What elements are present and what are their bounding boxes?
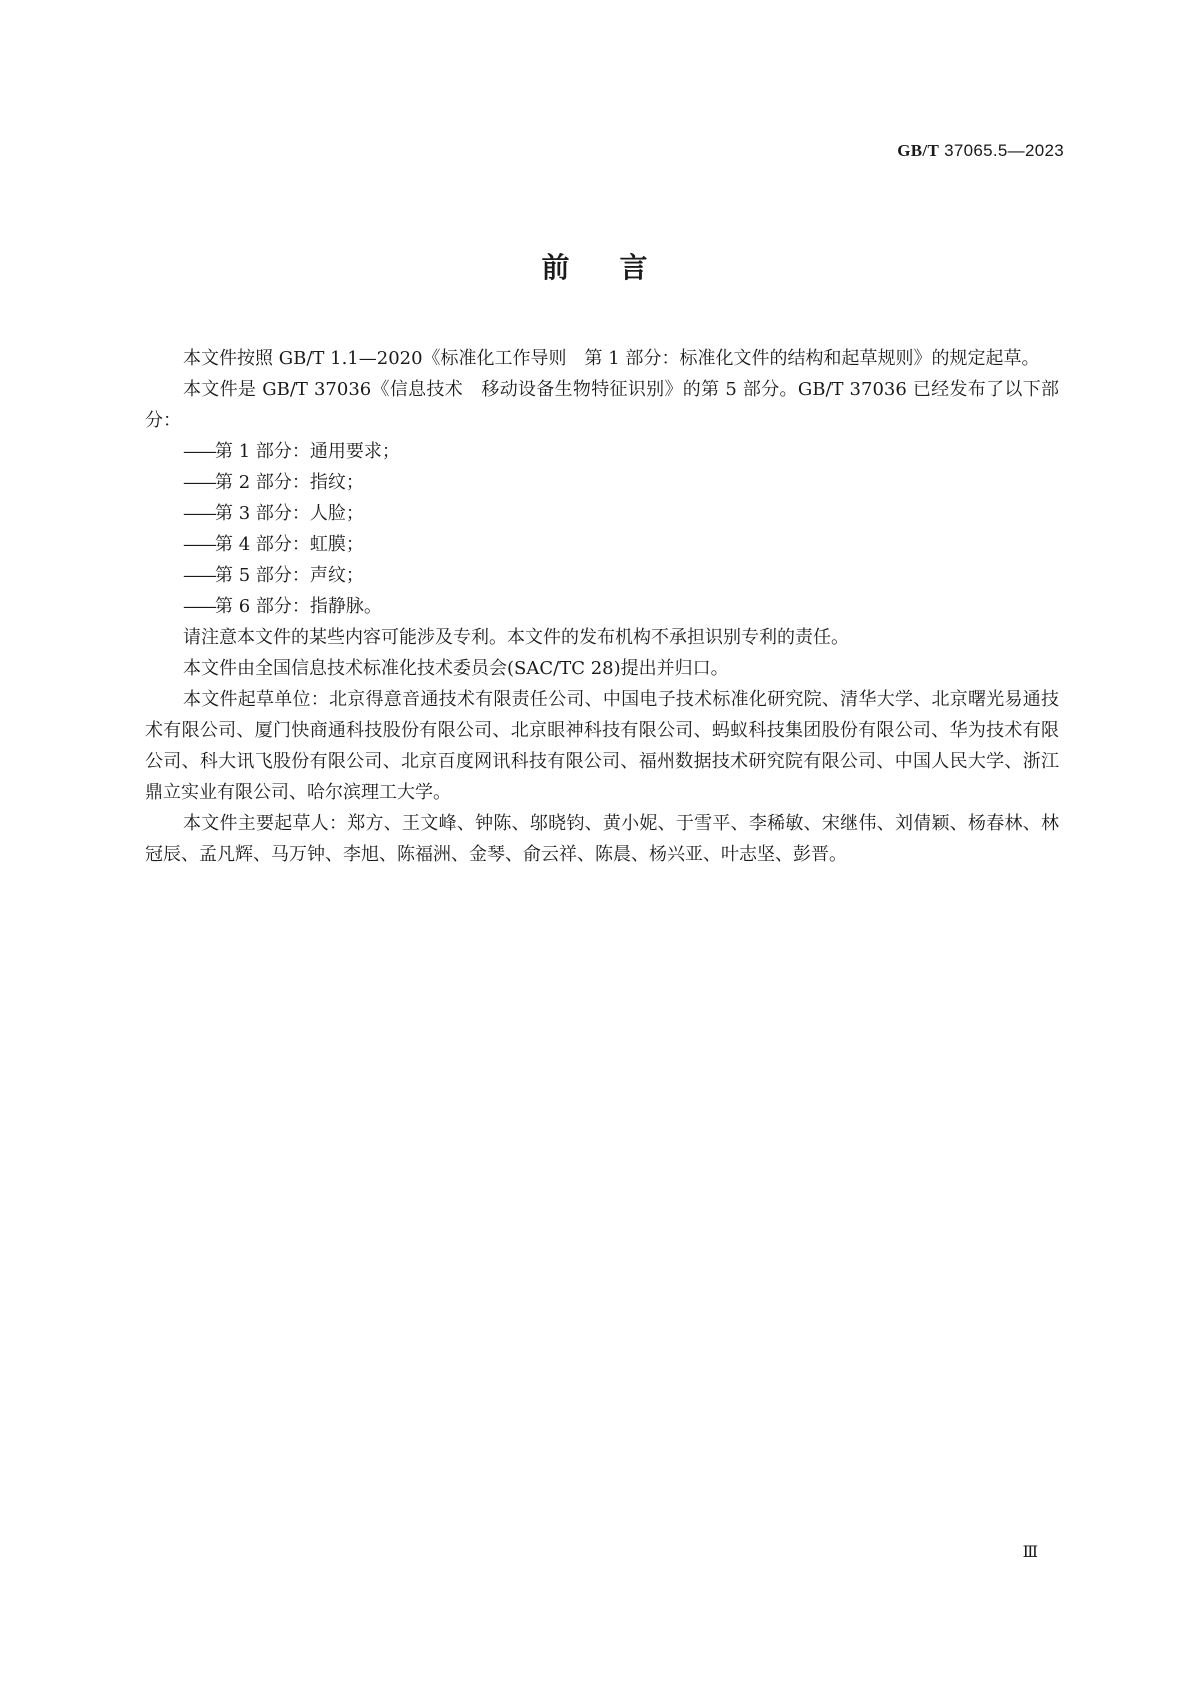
paragraph-drafters: 本文件主要起草人：郑方、王文峰、钟陈、邬晓钧、黄小妮、于雪平、李稀敏、宋继伟、刘倩颖、杨春林、林冠辰、孟凡辉、马万钟、李旭、陈福洲、金琴、俞云祥、陈晨、杨兴亚、叶志坚、彭晋。 — [145, 813, 1059, 865]
paragraph-proposer: 本文件由全国信息技术标准化技术委员会(SAC/TC 28)提出并归口。 — [183, 658, 729, 679]
standard-number — [897, 141, 1064, 161]
list-item: ——第 1 部分：通用要求； — [183, 441, 400, 462]
title-char-1: 前 — [541, 251, 572, 284]
standard-code: GB/T — [897, 141, 940, 160]
paragraph-drafting-rules: 本文件按照 GB/T 1.1—2020《标准化工作导则 第 1 部分：标准化文件的结构和起草规则》的规定起草。 — [183, 348, 1040, 369]
foreword-body — [145, 343, 1059, 870]
standard-serial: 37065.5—2023 — [944, 141, 1064, 160]
page-title — [0, 246, 1191, 286]
title-char-2: 言 — [619, 251, 650, 284]
list-item: ——第 6 部分：指静脉。 — [183, 596, 382, 617]
paragraph-series-intro: 本文件是 GB/T 37036《信息技术 移动设备生物特征识别》的第 5 部分。GB/T 37036 已经发布了以下部分： — [145, 379, 1059, 431]
list-item: ——第 3 部分：人脸； — [183, 503, 364, 524]
page-number: Ⅲ — [1022, 1544, 1038, 1561]
list-item: ——第 2 部分：指纹； — [183, 472, 364, 493]
list-item: ——第 5 部分：声纹； — [183, 565, 364, 586]
paragraph-patent-notice: 请注意本文件的某些内容可能涉及专利。本文件的发布机构不承担识别专利的责任。 — [183, 627, 849, 648]
paragraph-drafting-units: 本文件起草单位：北京得意音通技术有限责任公司、中国电子技术标准化研究院、清华大学、北京曙光易通技术有限公司、厦门快商通科技股份有限公司、北京眼神科技有限公司、蚂蚁科技集团股份有限公司、华为技术有限公司、科大讯飞股份有限公司、北京百度网讯科技有限公司、福州数据技术研究院有限公司、中国人民大学、浙江鼎立实业有限公司、哈尔滨理工大学。 — [145, 689, 1059, 803]
list-item: ——第 4 部分：虹膜； — [183, 534, 364, 555]
